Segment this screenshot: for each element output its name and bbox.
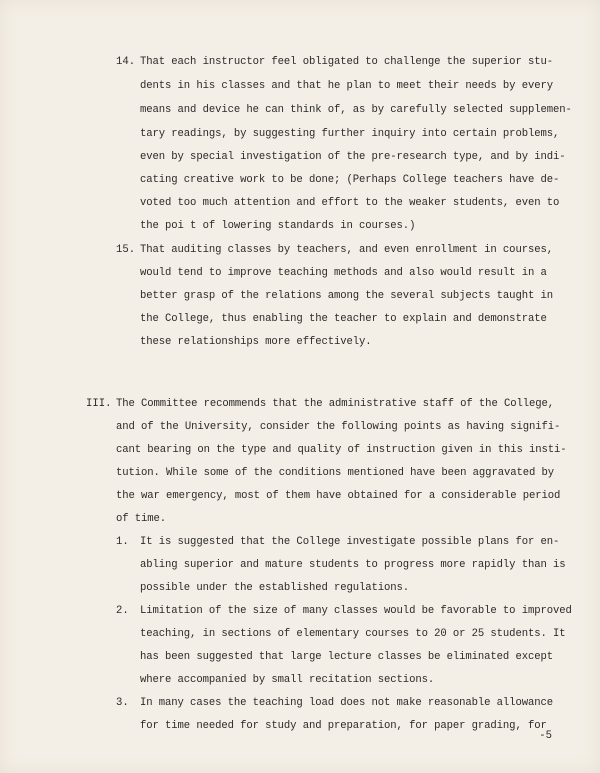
item-14-line: the poi t of lowering standards in courses.) (140, 220, 416, 232)
item-15-line: better grasp of the relations among the several subjects taught in (140, 290, 553, 302)
item-15-line: the College, thus enabling the teacher to explain and demonstrate (140, 313, 547, 325)
subitem-2-line: has been suggested that large lecture classes be eliminated except (140, 651, 553, 663)
section-3-number: III. (86, 398, 112, 410)
subitem-3-line: In many cases the teaching load does not make reasonable allowance (140, 697, 553, 709)
item-15-line: That auditing classes by teachers, and even enrollment in courses, (140, 244, 553, 256)
item-15-number: 15. (116, 244, 136, 256)
subitem-1-number: 1. (116, 536, 129, 548)
page-number: -5 (539, 730, 552, 742)
section-3-line: cant bearing on the type and quality of instruction given in this insti- (116, 444, 567, 456)
item-15-line: would tend to improve teaching methods and also would result in a (140, 267, 547, 279)
item-14-number: 14. (116, 56, 136, 68)
section-3-line: of time. (116, 513, 167, 525)
item-14-line: That each instructor feel obligated to challenge the superior stu- (140, 56, 553, 68)
item-14-line: means and device he can think of, as by carefully selected supplemen- (140, 104, 572, 116)
item-14-line: tary readings, by suggesting further inquiry into certain problems, (140, 128, 560, 140)
section-3-line: tution. While some of the conditions mentioned have been aggravated by (116, 467, 555, 479)
section-3-line: the war emergency, most of them have obtained for a considerable period (116, 490, 561, 502)
subitem-3-line: for time needed for study and preparation, for paper grading, for (140, 720, 547, 732)
subitem-1-line: abling superior and mature students to progress more rapidly than is (140, 559, 566, 571)
subitem-2-number: 2. (116, 605, 129, 617)
subitem-1-line: It is suggested that the College investigate possible plans for en- (140, 536, 560, 548)
item-15-line: these relationships more effectively. (140, 336, 372, 348)
item-14-line: dents in his classes and that he plan to meet their needs by every (140, 80, 553, 92)
item-14-line: cating creative work to be done; (Perhaps College teachers have de- (140, 174, 560, 186)
section-3-line: and of the University, consider the following points as having signifi- (116, 421, 561, 433)
item-14-line: even by special investigation of the pre-research type, and by indi- (140, 151, 566, 163)
subitem-2-line: Limitation of the size of many classes would be favorable to improved (140, 605, 572, 617)
subitem-1-line: possible under the established regulations. (140, 582, 410, 594)
subitem-2-line: teaching, in sections of elementary courses to 20 or 25 students. It (140, 628, 566, 640)
subitem-2-line: where accompanied by small recitation sections. (140, 674, 435, 686)
item-14-line: voted too much attention and effort to the weaker students, even to (140, 197, 560, 209)
section-3-line: The Committee recommends that the administrative staff of the College, (116, 398, 555, 410)
subitem-3-number: 3. (116, 697, 129, 709)
